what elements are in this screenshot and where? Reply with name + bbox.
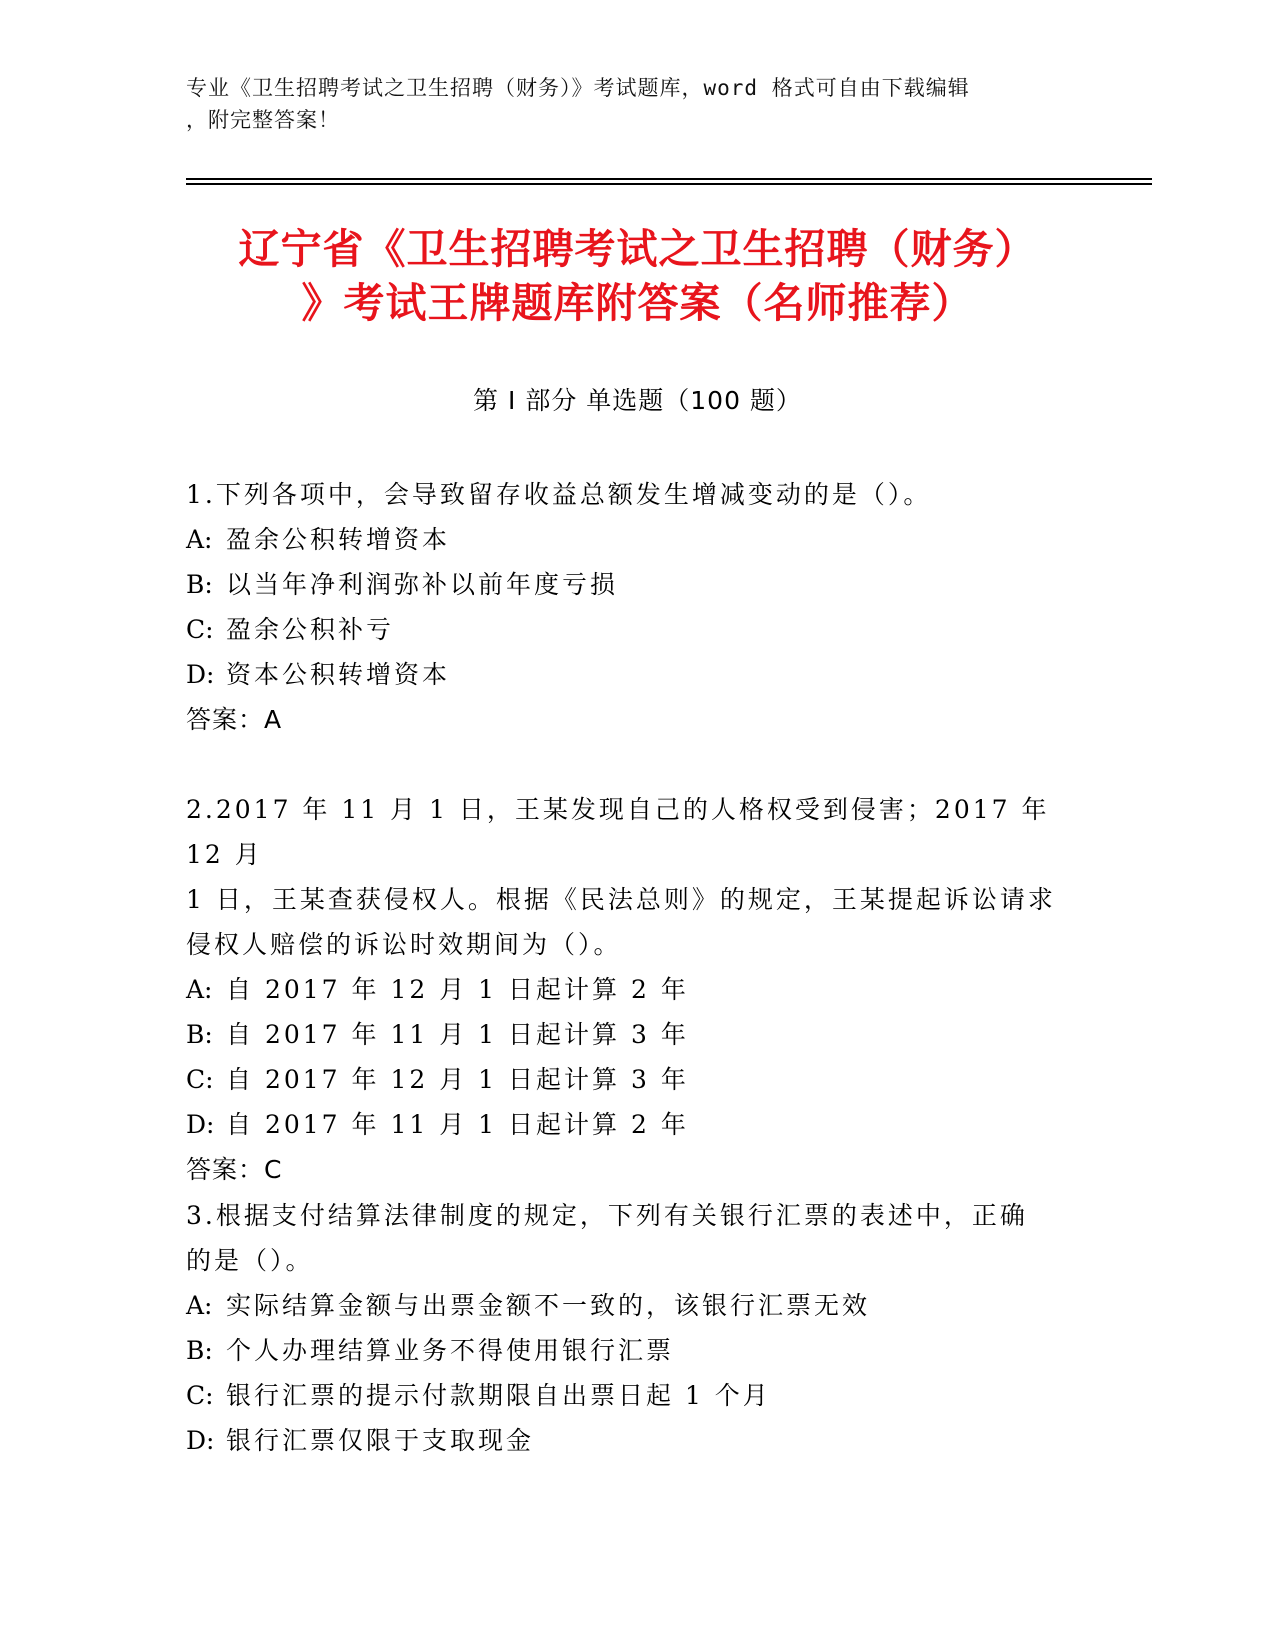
option-text: 盈余公积转增资本	[226, 525, 451, 554]
question-stem-line: 2.2017 年 11 月 1 日，王某发现自己的人格权受到侵害；2017 年 12 月	[186, 795, 1050, 869]
option-text: 资本公积转增资本	[226, 660, 451, 689]
option-a	[186, 517, 1086, 562]
option-text: 实际结算金额与出票金额不一致的，该银行汇票无效	[226, 1291, 871, 1320]
document-title	[140, 222, 1135, 330]
option-letter: D:	[186, 660, 215, 689]
document-title-line-2: 》考试王牌题库附答案（名师推荐）	[301, 279, 974, 327]
question-3	[186, 1193, 1086, 1463]
header-note-line-2: ，附完整答案！	[186, 108, 340, 132]
question-stem-line: 的是（）。	[186, 1246, 314, 1275]
header-note-line-1: 专业《卫生招聘考试之卫生招聘（财务）》考试题库，word 格式可自由下载编辑	[186, 76, 970, 100]
option-c	[186, 1057, 1086, 1102]
option-text: 以当年净利润弥补以前年度亏损	[226, 570, 619, 599]
option-letter: D:	[186, 1110, 215, 1139]
question-stem	[186, 1193, 1086, 1283]
option-d	[186, 1418, 1086, 1463]
header-note	[186, 72, 1066, 136]
question-stem	[186, 472, 1086, 517]
answer-label: 答案：C	[186, 1155, 283, 1184]
answer-label: 答案：A	[186, 705, 283, 734]
option-letter: D:	[186, 1426, 215, 1455]
option-c	[186, 1373, 1086, 1418]
option-letter: B:	[186, 570, 213, 599]
option-text: 自 2017 年 12 月 1 日起计算 3 年	[226, 1065, 689, 1094]
option-d	[186, 1102, 1086, 1147]
option-d	[186, 652, 1086, 697]
option-text: 银行汇票的提示付款期限自出票日起 1 个月	[226, 1381, 771, 1410]
option-letter: A:	[186, 1291, 213, 1320]
option-letter: A:	[186, 975, 213, 1004]
option-letter: B:	[186, 1020, 213, 1049]
option-text: 盈余公积补亏	[226, 615, 395, 644]
document-title-line-1: 辽宁省《卫生招聘考试之卫生招聘（财务）	[238, 225, 1037, 273]
option-b	[186, 1328, 1086, 1373]
option-text: 银行汇票仅限于支取现金	[226, 1426, 535, 1455]
question-stem	[186, 787, 1086, 967]
option-b	[186, 562, 1086, 607]
option-letter: C:	[186, 1065, 214, 1094]
option-a	[186, 1283, 1086, 1328]
option-b	[186, 1012, 1086, 1057]
option-letter: C:	[186, 1381, 214, 1410]
option-letter: B:	[186, 1336, 213, 1365]
question-stem-line: 侵权人赔偿的诉讼时效期间为（）。	[186, 930, 622, 959]
option-text: 自 2017 年 11 月 1 日起计算 3 年	[226, 1020, 689, 1049]
option-letter: C:	[186, 615, 214, 644]
option-a	[186, 967, 1086, 1012]
option-text: 自 2017 年 12 月 1 日起计算 2 年	[226, 975, 689, 1004]
header-divider-thick	[186, 183, 1152, 185]
question-stem-line: 3.根据支付结算法律制度的规定，下列有关银行汇票的表述中，正确	[186, 1201, 1028, 1230]
question-stem-line: 1.下列各项中，会导致留存收益总额发生增减变动的是（）。	[186, 480, 932, 509]
question-2	[186, 787, 1086, 1192]
question-stem-line: 1 日，王某查获侵权人。根据《民法总则》的规定，王某提起诉讼请求	[186, 885, 1056, 914]
header-divider-thin	[186, 178, 1152, 180]
option-letter: A:	[186, 525, 213, 554]
option-c	[186, 607, 1086, 652]
section-heading: 第 I 部分 单选题（100 题）	[473, 386, 802, 415]
option-text: 自 2017 年 11 月 1 日起计算 2 年	[226, 1110, 689, 1139]
question-1	[186, 472, 1086, 742]
option-text: 个人办理结算业务不得使用银行汇票	[226, 1336, 675, 1365]
